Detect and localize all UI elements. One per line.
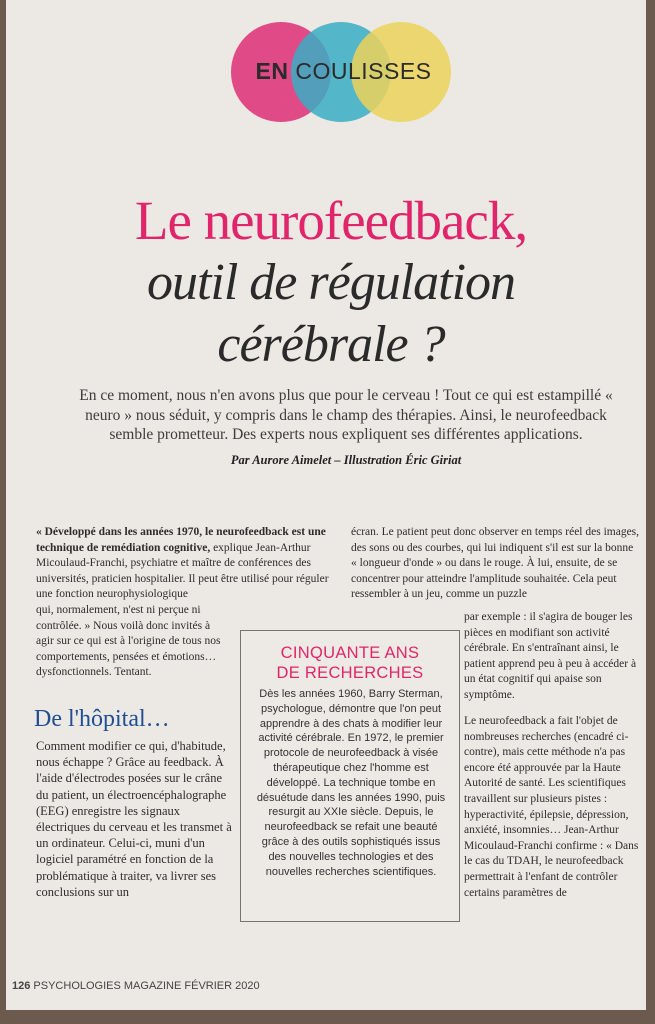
quote-lead: « Développé dans les années 1970, le neurofeedback est une technique de remédiation cognitive, [36,526,326,554]
body-paragraph-2: qui, normalement, n'est ni perçue ni contrôlée. » Nous voilà donc invités à agir sur ce qui est à l'origine de tous nos comportements, pensées et émotions… dysfonctionnels. Tentant. [36,604,221,679]
body-paragraph-1 [36,525,341,603]
rubric-rest: COULISSES [288,58,432,84]
body-paragraph-4: écran. Le patient peut donc observer en temps réel des images, des sons ou des courbes, qui lui indiquent s'il est sur la bonne « longueur d'onde » ou dans le rouge. À lui, ensuite, de se concentrer pour atteindre l'amplitude souhaitée. Cela peut ressembler à un jeu, comme un puzzle [351,526,640,601]
title-line-2: outil de régulation [146,254,516,311]
page-number: 126 [12,980,31,992]
body-paragraph-6: Le neurofeedback a fait l'objet de nombreuses recherches (encadré ci-contre), mais cette méthode n'a pas encore été approuvée par la Haute Autorité de santé. Les scientifiques travaillent sur plusieurs pistes : hyperactivité, épilepsie, dépression, anxiété, insomnies… Jean-Arthur Micoulaud-Franchi confirme : « Dans le cas du TDAH, le neurofeedback permettrait à l'enfant de contrôler certains paramètres de [464,715,639,899]
rubric-label [231,58,456,85]
box-title [241,643,459,683]
box-text: Dès les années 1960, Barry Sterman, psychologue, démontre que l'on peut apprendre à des chats à modifier leur activité cérébrale. En 1972, le premier protocole de neurofeedback à visée thérapeutique chez l'homme est développé. La technique tombe en désuétude dans les années 1990, puis resurgit au XXIe siècle. Depuis, le neurofeedback se refait une beauté grâce à des outils sophistiqués issus des nouvelles technologies et des nouvelles recherches scientifiques. [256,688,446,878]
magazine-page [6,0,646,1010]
quote-rest: explique Jean-Arthur Micoulaud-Franchi, psychiatre et maître de conférences des universités, praticien hospitalier. Il peut être utilisé pour réguler une fonction neurophysiologique [36,541,329,601]
byline: Par Aurore Aimelet – Illustration Éric Giriat [230,453,462,467]
subheading: De l'hôpital… [34,706,170,732]
article-title [46,190,616,376]
title-line-1: Le neurofeedback, [134,190,528,251]
body-paragraph-5: par exemple : il s'agira de bouger les pièces en modifiant son activité cérébrale. En s'entraînant ainsi, le patient apprend peu à peu à accéder à un état cognitif qui apaise son symptôme. [464,611,637,701]
issue-date: FÉVRIER 2020 [184,980,260,992]
box-title-line-1: CINQUANTE ANS [280,644,420,662]
box-title-line-2: DE RECHERCHES [276,664,424,682]
rubric-logo [231,22,456,127]
page-footer [12,980,260,992]
body-paragraph-3: Comment modifier ce qui, d'habitude, nous échappe ? Grâce au feedback. À l'aide d'électrodes posées sur le crâne du patient, un électroencéphalographe (EEG) enregistre les signaux électriques du cerveau et les transmet à un ordinateur. Celui-ci, muni d'un logiciel paramétré en fonction de la problématique à traiter, va livrer ses conclusions sur un [36,739,232,899]
intro-paragraph: En ce moment, nous n'en avons plus que pour le cerveau ! Tout ce qui est estampillé « neuro » nous séduit, y compris dans le champ des thérapies. Ainsi, le neurofeedback semble prometteur. Des experts nous expliquent ses différentes applications. [79,387,613,443]
rubric-bold: EN [255,58,289,84]
title-line-3: cérébrale ? [217,316,445,373]
sidebar-box [240,630,460,922]
magazine-name: PSYCHOLOGIES MAGAZINE [33,980,182,992]
